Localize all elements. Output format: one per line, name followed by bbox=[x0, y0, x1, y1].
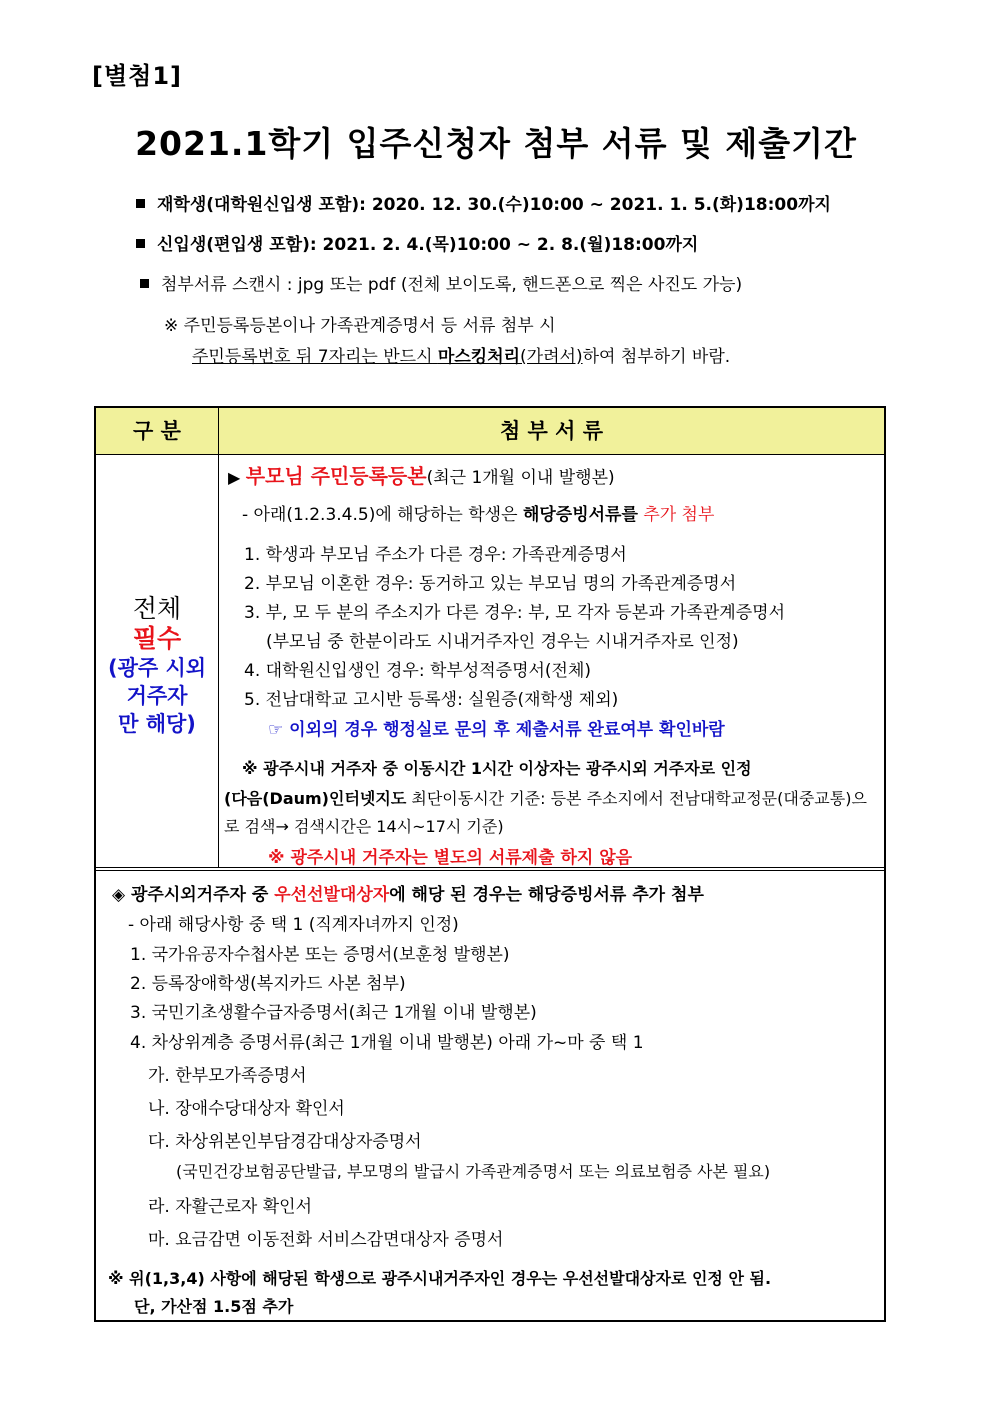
category-scope-2: 거주자 bbox=[126, 684, 188, 708]
masking-note-line1: ※ 주민등록등본이나 가족관계증명서 등 서류 첨부 시 bbox=[164, 316, 556, 336]
list-item: 가. 한부모가족증명서 bbox=[148, 1066, 307, 1086]
main-doc-note: (최근 1개월 이내 발행본) bbox=[426, 468, 615, 488]
attachment-tag: [별첨1] bbox=[92, 62, 183, 90]
category-cell bbox=[96, 594, 218, 738]
period-current-students bbox=[136, 190, 831, 215]
extra-docs-line: - 아래(1.2.3.4.5)에 해당하는 학생은 해당증빙서류를 추가 첨부 bbox=[242, 505, 715, 525]
commute-detail-2: 로 검색→ 검색시간은 14시~17시 기준) bbox=[224, 817, 504, 836]
page-title: 2021.1학기 입주신청자 첨부 서류 및 제출기간 bbox=[135, 124, 857, 163]
masking-underlined: 주민등록번호 뒤 7자리는 반드시 마스킹처리(가려서) bbox=[192, 347, 583, 367]
priority-footnote-1: ※ 위(1,3,4) 사항에 해당된 학생으로 광주시내거주자인 경우는 우선선발대상자로 인정 안 됨. bbox=[108, 1269, 772, 1288]
city-note: ※ 광주시내 거주자는 별도의 서류제출 하지 않음 bbox=[268, 848, 633, 868]
list-item: 3. 부, 모 두 분의 주소지가 다른 경우: 부, 모 각자 등본과 가족관계증명서 bbox=[244, 603, 785, 623]
header-category: 구 분 bbox=[133, 419, 181, 443]
list-item: 2. 등록장애학생(복지카드 사본 첨부) bbox=[130, 974, 406, 994]
contact-note: ☞ 이외의 경우 행정실로 문의 후 제출서류 완료여부 확인바람 bbox=[268, 720, 725, 740]
list-item: 1. 학생과 부모님 주소가 다른 경우: 가족관계증명서 bbox=[244, 545, 627, 565]
commute-detail: (다음(Daum)인터넷지도 최단이동시간 기준: 등본 주소지에서 전남대학교정문(대중교통)으 bbox=[224, 789, 867, 808]
main-doc-line bbox=[228, 460, 615, 489]
scan-note bbox=[140, 270, 742, 295]
masking-note-line2: 주민등록번호 뒤 7자리는 반드시 마스킹처리(가려서)하여 첨부하기 바람. bbox=[192, 347, 731, 367]
list-item: 4. 대학원신입생인 경우: 학부성적증명서(전체) bbox=[244, 661, 592, 681]
column-divider bbox=[218, 408, 219, 868]
priority-footnote-2: 단, 가산점 1.5점 추가 bbox=[134, 1297, 294, 1316]
square-bullet-icon bbox=[136, 239, 145, 248]
list-item: 2. 부모님 이혼한 경우: 동거하고 있는 부모님 명의 가족관계증명서 bbox=[244, 574, 737, 594]
list-item: 5. 전남대학교 고시반 등록생: 실원증(재학생 제외) bbox=[244, 690, 619, 710]
documents-table bbox=[94, 406, 886, 1322]
category-required: 필수 bbox=[132, 624, 182, 653]
period-current-text: 재학생(대학원신입생 포함): 2020. 12. 30.(수)10:00 ~ 2021. 1. 5.(화)18:00까지 bbox=[157, 195, 831, 215]
commute-note: ※ 광주시내 거주자 중 이동시간 1시간 이상자는 광주시외 거주자로 인정 bbox=[242, 759, 752, 778]
square-bullet-icon bbox=[136, 199, 145, 208]
priority-sub: - 아래 해당사항 중 택 1 (직계자녀까지 인정) bbox=[128, 915, 459, 935]
list-item: 1. 국가유공자수첩사본 또는 증명서(보훈청 발행본) bbox=[130, 945, 510, 965]
category-scope-3: 만 해당) bbox=[118, 712, 196, 736]
list-item: 4. 차상위계층 증명서류(최근 1개월 이내 발행본) 아래 가~마 중 택 1 bbox=[130, 1033, 644, 1053]
list-item: (부모님 중 한분이라도 시내거주자인 경우는 시내거주자로 인정) bbox=[266, 632, 739, 652]
list-item: 다. 차상위본인부담경감대상자증명서 bbox=[148, 1132, 422, 1152]
scan-note-text: 첨부서류 스캔시 : jpg 또는 pdf (전체 보이도록, 핸드폰으로 찍은 사진도 가능) bbox=[161, 275, 743, 295]
list-item: 나. 장애수당대상자 확인서 bbox=[148, 1099, 345, 1119]
list-item: 마. 요금감면 이동전화 서비스감면대상자 증명서 bbox=[148, 1230, 504, 1250]
header-docs: 첨 부 서 류 bbox=[499, 419, 604, 443]
table-header-row bbox=[96, 408, 884, 455]
category-scope-1: (광주 시외 bbox=[107, 656, 207, 680]
category-all: 전체 bbox=[132, 594, 182, 623]
period-new-students bbox=[136, 230, 698, 255]
arrow-icon: ▶ bbox=[228, 468, 241, 487]
list-item: (국민건강보험공단발급, 부모명의 발급시 가족관계증명서 또는 의료보험증 사본 필요) bbox=[176, 1162, 771, 1181]
main-doc: 부모님 주민등록등본 bbox=[245, 464, 427, 488]
priority-head: ◈ 광주시외거주자 중 우선선발대상자에 해당 된 경우는 해당증빙서류 추가 첨부 bbox=[112, 885, 704, 905]
period-new-text: 신입생(편입생 포함): 2021. 2. 4.(목)10:00 ~ 2. 8.(월)18:00까지 bbox=[157, 235, 699, 255]
list-item: 3. 국민기초생활수급자증명서(최근 1개월 이내 발행본) bbox=[130, 1003, 537, 1023]
list-item: 라. 자활근로자 확인서 bbox=[148, 1197, 313, 1217]
square-bullet-icon bbox=[140, 279, 149, 288]
